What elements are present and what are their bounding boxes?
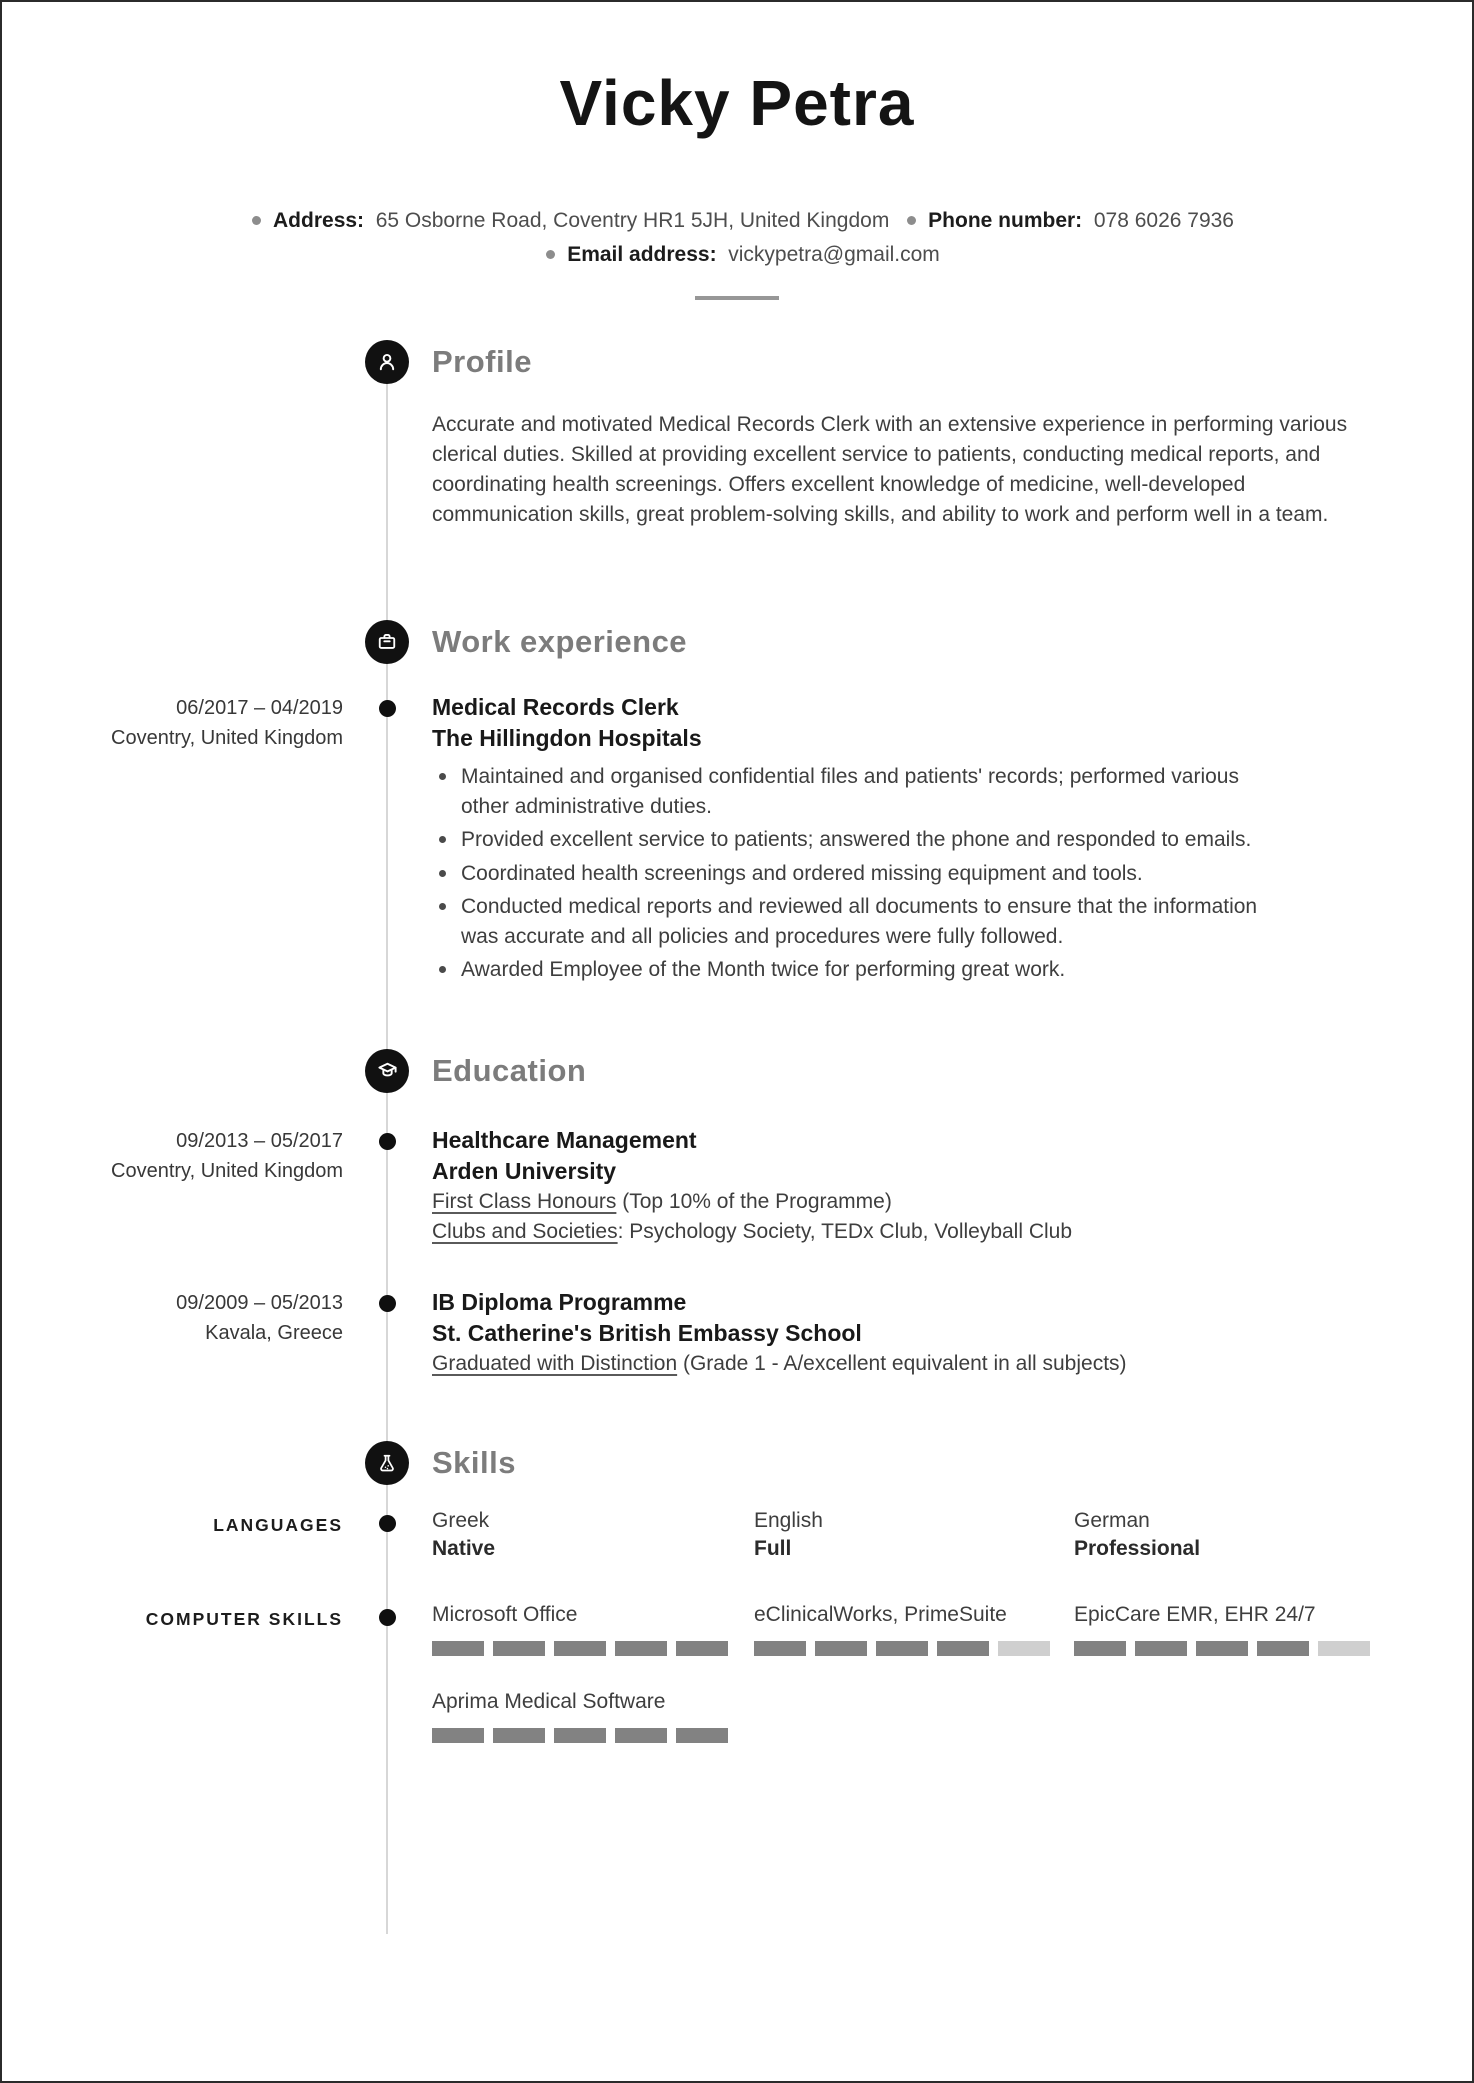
education-date-range: 09/2013 – 05/2017 [176,1129,343,1152]
computer-skill-name: eClinicalWorks, PrimeSuite [754,1602,1007,1626]
contact-line-1 [2,204,1472,238]
skill-rating-bar [754,1641,1074,1656]
timeline-dot [379,700,396,717]
computer-skill-name: EpicCare EMR, EHR 24/7 [1074,1602,1316,1626]
rating-segment-filled [876,1641,928,1656]
education-detail: Graduated with Distinction (Grade 1 - A/excellent equivalent in all subjects) [432,1351,1127,1375]
timeline-gutter [343,1125,432,1247]
job-title: Medical Records Clerk [432,694,679,720]
computer-skills-row-2 [2,1688,1472,1743]
education-entry [2,1125,1472,1247]
job-duty: Provided excellent service to patients; answered the phone and responded to emails. [432,825,1292,855]
rating-segment-filled [615,1641,667,1656]
rating-segment-filled [676,1728,728,1743]
school-name: Arden University [432,1157,617,1184]
skill-rating-bar [432,1728,754,1743]
phone-value: 078 6026 7936 [1093,209,1234,232]
flask-icon [365,1441,409,1485]
language-item [754,1507,1074,1563]
rating-segment-filled [432,1641,484,1656]
job-duty: Conducted medical reports and reviewed all documents to ensure that the information was accurate and all policies and procedures were fully followed. [432,892,1292,951]
rating-segment-filled [554,1728,606,1743]
computer-skills-row [2,1601,1472,1656]
address-label: Address: [273,209,365,232]
contact-line-2 [2,238,1472,272]
language-level: Full [754,1536,792,1560]
job-duty: Coordinated health screenings and ordered missing equipment and tools. [432,859,1292,889]
computer-skill-item [432,1601,754,1656]
rating-segment-empty [1318,1641,1370,1656]
job-duty: Awarded Employee of the Month twice for performing great work. [432,955,1292,985]
computer-skills-label: COMPUTER SKILLS [145,1608,343,1629]
bullet-separator-icon [546,250,555,259]
language-item [432,1507,754,1563]
rating-segment-filled [1135,1641,1187,1656]
language-name: German [1074,1508,1150,1532]
timeline-dot [379,1515,396,1532]
school-name: St. Catherine's British Embassy School [432,1319,862,1346]
job-duty: Maintained and organised confidential files and patients' records; performed various other administrative duties. [432,762,1292,821]
languages-list [432,1507,1472,1563]
education-entry-meta [2,1125,343,1247]
timeline-dot [379,1133,396,1150]
education-entry-content [432,1125,1472,1247]
profile-section-title: Profile [432,344,532,379]
skills-section-title: Skills [432,1444,516,1480]
rating-segment-filled [815,1641,867,1656]
timeline-gutter [343,692,432,985]
skills-section-header [365,1441,1472,1485]
degree-title: IB Diploma Programme [432,1288,687,1315]
bullet-separator-icon [907,216,916,225]
section-skills [2,1441,1472,1743]
rating-segment-filled [676,1641,728,1656]
person-name: Vicky Petra [559,67,915,139]
phone-label: Phone number: [928,209,1083,232]
computer-skill-item [1074,1601,1412,1656]
education-entry [2,1287,1472,1379]
computer-skill-item [754,1601,1074,1656]
bullet-separator-icon [252,216,261,225]
timeline-dot [379,1609,396,1626]
work-entry-meta [2,692,343,985]
rating-segment-filled [754,1641,806,1656]
employer-name: The Hillingdon Hospitals [432,725,702,751]
resume-header [2,2,1472,300]
work-entry-content [432,692,1472,985]
person-icon [365,340,409,384]
section-work-experience [2,620,1472,985]
education-entry-meta [2,1287,343,1379]
skill-rating-bar [432,1641,754,1656]
computer-skill-item [432,1688,754,1743]
education-section-header [365,1049,1472,1093]
education-location: Coventry, United Kingdom [111,1159,343,1182]
job-duties-list [432,762,1292,985]
education-entry-content [432,1287,1472,1379]
education-location: Kavala, Greece [205,1321,343,1344]
resume-body [2,340,1472,1743]
skill-rating-bar [1074,1641,1412,1656]
work-section-title: Work experience [432,624,688,659]
work-location: Coventry, United Kingdom [111,727,343,749]
timeline-gutter [343,1601,432,1656]
contact-info [2,204,1472,272]
rating-segment-filled [615,1728,667,1743]
timeline-gutter [343,1287,432,1379]
work-date-range: 06/2017 – 04/2019 [176,697,343,719]
computer-skills-list [432,1601,1472,1656]
section-education [2,1049,1472,1379]
work-section-header [365,620,1472,664]
languages-label: LANGUAGES [213,1514,343,1535]
computer-skill-name: Aprima Medical Software [432,1689,666,1713]
language-name: English [754,1508,823,1532]
education-date-range: 09/2009 – 05/2013 [176,1291,343,1314]
rating-segment-filled [493,1728,545,1743]
languages-row [2,1507,1472,1563]
degree-title: Healthcare Management [432,1126,697,1153]
email-value: vickypetra@gmail.com [728,243,940,266]
education-detail: First Class Honours (Top 10% of the Programme) [432,1189,892,1213]
language-name: Greek [432,1508,490,1532]
rating-segment-empty [998,1641,1050,1656]
rating-segment-filled [937,1641,989,1656]
header-divider [695,296,779,300]
computer-skill-name: Microsoft Office [432,1602,578,1626]
rating-segment-filled [432,1728,484,1743]
education-detail: Clubs and Societies: Psychology Society, TEDx Club, Volleyball Club [432,1219,1073,1243]
rating-segment-filled [1196,1641,1248,1656]
rating-segment-filled [554,1641,606,1656]
language-item [1074,1507,1412,1563]
email-label: Email address: [567,243,717,266]
timeline-gutter [343,1507,432,1563]
profile-section-header [365,340,1472,384]
work-entry [2,692,1472,985]
language-level: Professional [1074,1536,1201,1560]
rating-segment-filled [1257,1641,1309,1656]
graduation-cap-icon [365,1049,409,1093]
education-section-title: Education [432,1052,587,1088]
briefcase-icon [365,620,409,664]
language-level: Native [432,1536,496,1560]
address-value: 65 Osborne Road, Coventry HR1 5JH, United Kingdom [375,209,890,232]
profile-summary: Accurate and motivated Medical Records Clerk with an extensive experience in performing various clerical duties. Skilled at providing excellent service to patients, conducting medical reports, and coordinating health screenings. Offers excellent knowledge of medicine, well-developed communication skills, great problem-solving skills, and ability to work and perform well in a team. [432,413,1348,526]
computer-skills-list-2 [432,1688,1472,1743]
rating-segment-filled [1074,1641,1126,1656]
timeline-dot [379,1295,396,1312]
rating-segment-filled [493,1641,545,1656]
section-profile [2,340,1472,530]
